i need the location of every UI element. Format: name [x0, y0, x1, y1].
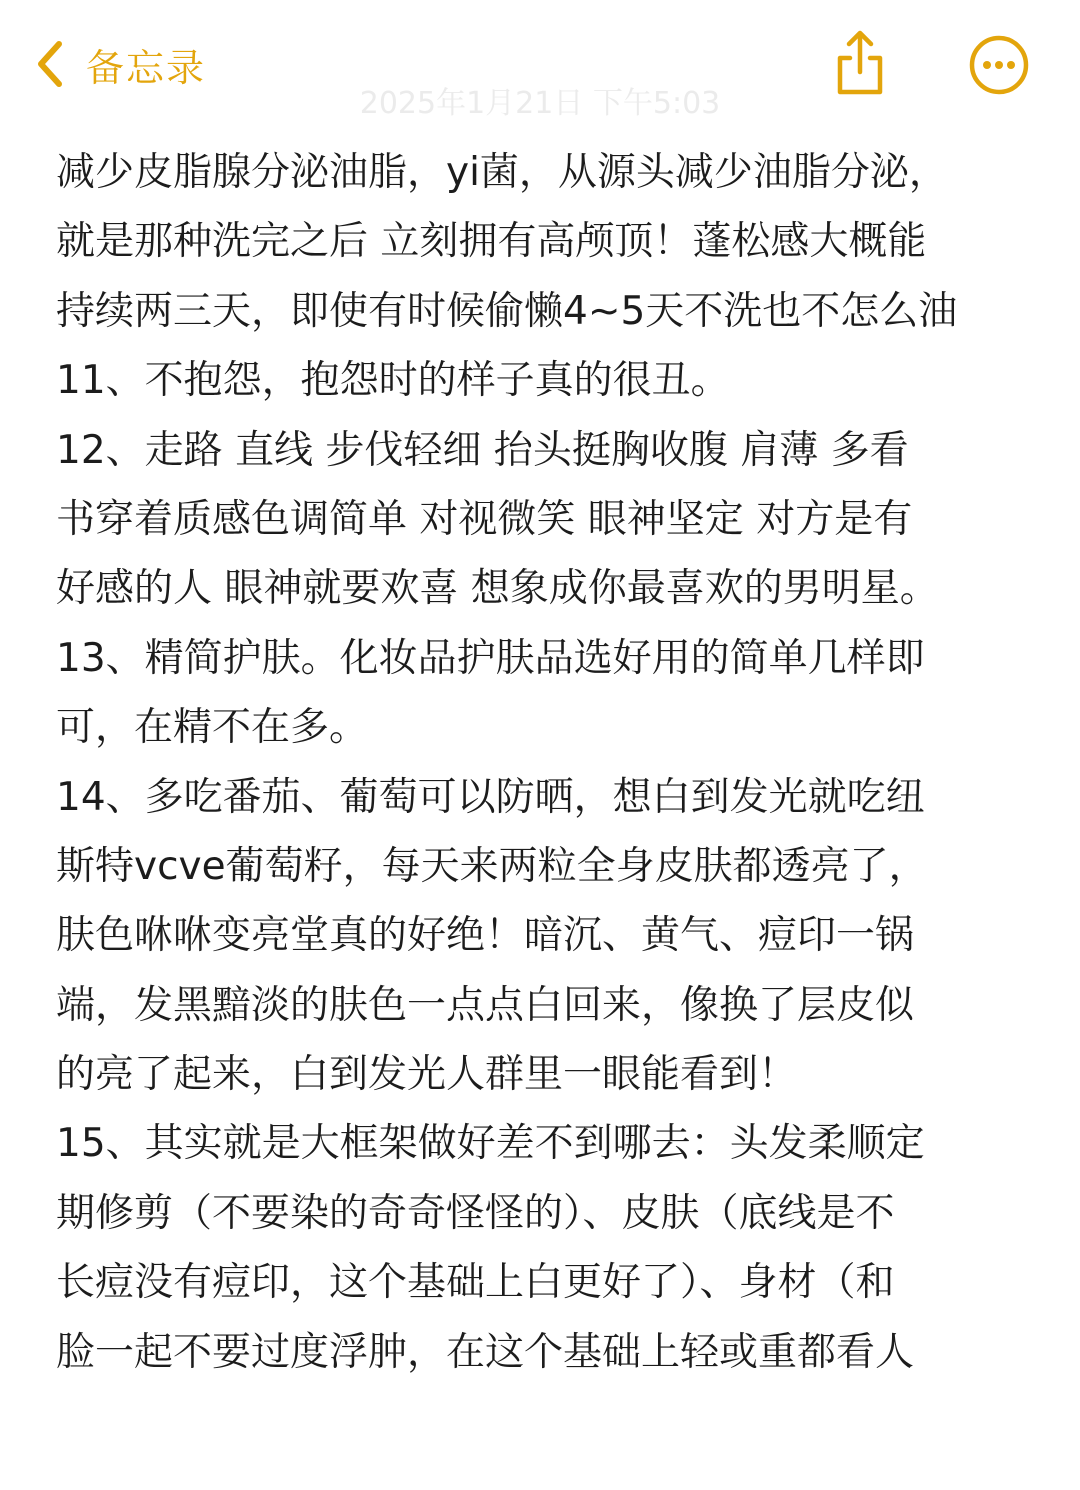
note-date: 2025年1月21日 下午5:03 [359, 86, 721, 121]
note-line: 好感的人 眼神就要欢喜 想象成你最喜欢的男明星。 [56, 566, 939, 612]
note-line: 斯特vcve葡萄籽，每天来两粒全身皮肤都透亮了， [56, 843, 928, 889]
note-line: 期修剪（不要染的奇奇怪怪的）、皮肤（底线是不 [56, 1190, 895, 1236]
note-line: 端，发黑黯淡的肤色一点点白回来，像换了层皮似 [56, 982, 915, 1028]
note-line: 肤色咻咻变亮堂真的好绝！暗沉、黄气、痘印一锅 [56, 913, 915, 959]
note-line: 可，在精不在多。 [56, 705, 369, 751]
back-label: 备忘录 [86, 45, 207, 90]
note-line: 书穿着质感色调简单 对视微笑 眼神坚定 对方是有 [56, 496, 913, 542]
note-line: 13、精简护肤。化妆品护肤品选好用的简单几样即 [56, 635, 925, 681]
note-line: 14、多吃番茄、葡萄可以防晒，想白到发光就吃纽 [56, 774, 925, 820]
note-line: 12、走路 直线 步伐轻细 抬头挺胸收腹 肩薄 多看 [56, 427, 909, 473]
note-line: 长痘没有痘印，这个基础上白更好了）、身材（和 [56, 1260, 895, 1306]
note-line: 就是那种洗完之后 立刻拥有高颅顶！蓬松感大概能 [56, 219, 927, 265]
note-line: 减少皮脂腺分泌油脂，yi菌，从源头减少油脂分泌， [56, 150, 948, 195]
note-body[interactable] [56, 138, 1046, 1387]
note-line: 持续两三天，即使有时候偷懒4~5天不洗也不怎么油 [56, 288, 958, 334]
note-line: 脸一起不要过度浮肿，在这个基础上轻或重都看人 [56, 1329, 915, 1375]
note-line: 15、其实就是大框架做好差不到哪去：头发柔顺定 [56, 1121, 925, 1167]
note-line: 的亮了起来，白到发光人群里一眼能看到！ [56, 1052, 798, 1098]
note-line: 11、不抱怨，抱怨时的样子真的很丑。 [56, 358, 730, 404]
navigation-bar [0, 0, 1080, 130]
